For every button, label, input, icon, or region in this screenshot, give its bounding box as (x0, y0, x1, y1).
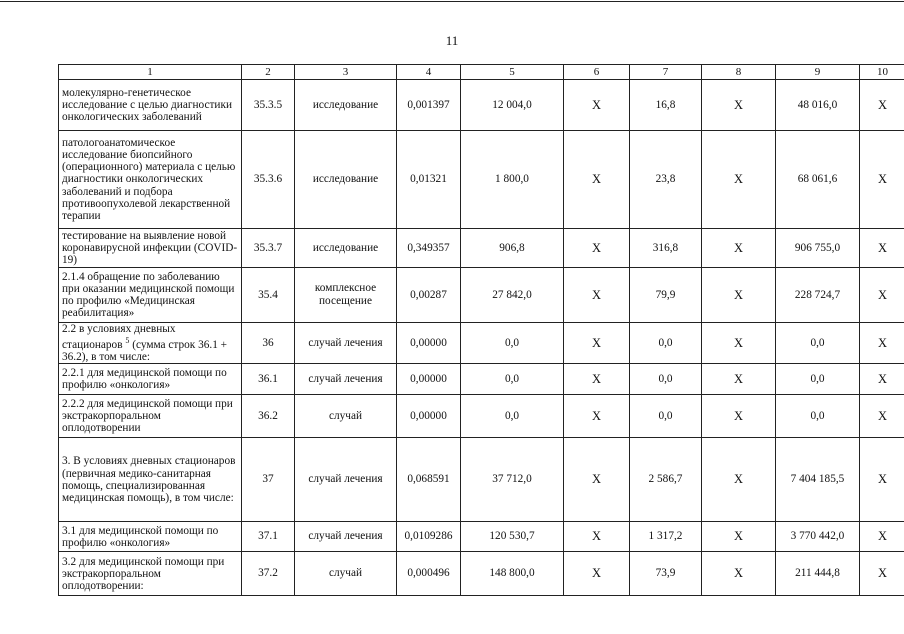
row-code: 35.3.7 (242, 229, 295, 268)
row-unit: исследование (295, 80, 397, 131)
row-name: 2.2.1 для медицинской помощи по профилю «онкология» (59, 364, 242, 395)
row-norm: 0,00000 (397, 364, 461, 395)
row-norm: 0,001397 (397, 80, 461, 131)
row-unit: случай лечения (295, 323, 397, 364)
row-col8: X (702, 438, 776, 522)
row-name: 3.1 для медицинской помощи по профилю «онкология» (59, 522, 242, 552)
row-col6: X (564, 364, 630, 395)
row-col6: X (564, 229, 630, 268)
row-col8: X (702, 229, 776, 268)
row-col8: X (702, 552, 776, 596)
row-col7: 0,0 (630, 395, 702, 438)
row-col8: X (702, 395, 776, 438)
row-col8: X (702, 323, 776, 364)
row-unit: исследование (295, 131, 397, 229)
row-col9: 228 724,7 (776, 268, 860, 323)
table-row (59, 268, 904, 323)
row-norm: 0,0109286 (397, 522, 461, 552)
row-col7: 2 586,7 (630, 438, 702, 522)
row-code: 35.4 (242, 268, 295, 323)
row-col9: 7 404 185,5 (776, 438, 860, 522)
row-unit: случай лечения (295, 364, 397, 395)
row-unit: случай лечения (295, 438, 397, 522)
tariff-table (58, 64, 904, 596)
row-cost: 120 530,7 (461, 522, 564, 552)
column-header: 5 (461, 65, 564, 80)
row-col10: X (860, 229, 904, 268)
row-code: 36.1 (242, 364, 295, 395)
row-col8: X (702, 522, 776, 552)
row-norm: 0,068591 (397, 438, 461, 522)
column-header: 9 (776, 65, 860, 80)
row-col7: 79,9 (630, 268, 702, 323)
row-col6: X (564, 522, 630, 552)
footnote-marker: 5 (125, 336, 130, 346)
column-header: 2 (242, 65, 295, 80)
row-col7: 0,0 (630, 364, 702, 395)
page-number: 11 (445, 33, 459, 48)
row-cost: 148 800,0 (461, 552, 564, 596)
row-cost: 37 712,0 (461, 438, 564, 522)
row-code: 37.2 (242, 552, 295, 596)
row-norm: 0,000496 (397, 552, 461, 596)
row-col8: X (702, 364, 776, 395)
table-row (59, 131, 904, 229)
row-col9: 906 755,0 (776, 229, 860, 268)
row-cost: 1 800,0 (461, 131, 564, 229)
column-header: 3 (295, 65, 397, 80)
row-col7: 16,8 (630, 80, 702, 131)
row-col9: 0,0 (776, 323, 860, 364)
row-col9: 3 770 442,0 (776, 522, 860, 552)
table-row (59, 438, 904, 522)
row-unit: исследование (295, 229, 397, 268)
row-name: 3. В условиях дневных стационаров (первичная медико-санитарная помощь, специализированная медицинская помощь), в том числе: (59, 438, 242, 522)
column-header: 8 (702, 65, 776, 80)
row-col8: X (702, 131, 776, 229)
row-unit: случай лечения (295, 522, 397, 552)
row-col9: 48 016,0 (776, 80, 860, 131)
row-norm: 0,349357 (397, 229, 461, 268)
column-header: 6 (564, 65, 630, 80)
table-row (59, 395, 904, 438)
row-code: 35.3.5 (242, 80, 295, 131)
row-name: патологоанатомическое исследование биопсийного (операционного) материала с целью диагностики онкологических заболеваний и подбора противоопухолевой лекарственной терапии (59, 131, 242, 229)
row-name: молекулярно-генетическое исследование с целью диагностики онкологических заболеваний (59, 80, 242, 131)
row-col8: X (702, 268, 776, 323)
row-col7: 316,8 (630, 229, 702, 268)
table-row (59, 522, 904, 552)
row-unit: случай (295, 552, 397, 596)
row-col9: 211 444,8 (776, 552, 860, 596)
row-col9: 68 061,6 (776, 131, 860, 229)
row-col7: 0,0 (630, 323, 702, 364)
row-col6: X (564, 268, 630, 323)
row-col6: X (564, 438, 630, 522)
row-name: 2.1.4 обращение по заболеванию при оказании медицинской помощи по профилю «Медицинская реабилитация» (59, 268, 242, 323)
row-name-text: 2.2 в условиях дневных стационаров (62, 323, 176, 351)
row-code: 36 (242, 323, 295, 364)
row-col7: 1 317,2 (630, 522, 702, 552)
row-col6: X (564, 552, 630, 596)
table-row (59, 80, 904, 131)
row-col10: X (860, 438, 904, 522)
row-cost: 0,0 (461, 323, 564, 364)
row-cost: 27 842,0 (461, 268, 564, 323)
row-col10: X (860, 395, 904, 438)
row-col7: 73,9 (630, 552, 702, 596)
row-code: 36.2 (242, 395, 295, 438)
row-col8: X (702, 80, 776, 131)
row-name (59, 323, 242, 364)
column-header: 1 (59, 65, 242, 80)
row-unit: комплексное посещение (295, 268, 397, 323)
row-code: 37 (242, 438, 295, 522)
row-col10: X (860, 364, 904, 395)
row-col10: X (860, 522, 904, 552)
row-col10: X (860, 323, 904, 364)
row-cost: 906,8 (461, 229, 564, 268)
row-unit: случай (295, 395, 397, 438)
table-row (59, 229, 904, 268)
column-header: 7 (630, 65, 702, 80)
column-header: 10 (860, 65, 904, 80)
row-col10: X (860, 268, 904, 323)
table-row (59, 364, 904, 395)
row-norm: 0,00287 (397, 268, 461, 323)
row-col7: 23,8 (630, 131, 702, 229)
row-col9: 0,0 (776, 364, 860, 395)
row-col6: X (564, 323, 630, 364)
row-col6: X (564, 395, 630, 438)
row-col10: X (860, 552, 904, 596)
row-norm: 0,00000 (397, 395, 461, 438)
row-name: тестирование на выявление новой коронавирусной инфекции (COVID-19) (59, 229, 242, 268)
row-col10: X (860, 131, 904, 229)
top-edge-line (0, 1, 904, 2)
column-header: 4 (397, 65, 461, 80)
row-name: 2.2.2 для медицинской помощи при экстракорпоральном оплодотворении (59, 395, 242, 438)
row-norm: 0,00000 (397, 323, 461, 364)
row-col6: X (564, 80, 630, 131)
column-number-row (59, 65, 904, 80)
table-row (59, 552, 904, 596)
row-col6: X (564, 131, 630, 229)
row-name: 3.2 для медицинской помощи при экстракорпоральном оплодотворении: (59, 552, 242, 596)
row-code: 37.1 (242, 522, 295, 552)
table-row (59, 323, 904, 364)
row-norm: 0,01321 (397, 131, 461, 229)
row-col9: 0,0 (776, 395, 860, 438)
row-cost: 12 004,0 (461, 80, 564, 131)
row-cost: 0,0 (461, 364, 564, 395)
row-col10: X (860, 80, 904, 131)
row-code: 35.3.6 (242, 131, 295, 229)
row-name-text-continued: (сумма строк 36.1 + 36.2), в том числе: (62, 338, 228, 364)
row-cost: 0,0 (461, 395, 564, 438)
